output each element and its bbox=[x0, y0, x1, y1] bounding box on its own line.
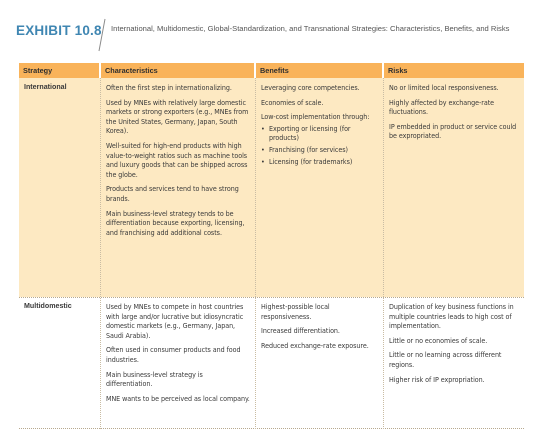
column-header-label: Risks bbox=[388, 66, 408, 75]
risk-item: Duplication of key business functions in multiple countries leads to high cost of implementation. bbox=[389, 302, 514, 331]
strategy-name: Multidomestic bbox=[24, 302, 72, 310]
benefit-item: Increased differentiation. bbox=[261, 326, 340, 336]
column-divider bbox=[100, 78, 101, 429]
characteristic-item: Well-suited for high-end products with high value-to-weight ratios such as machine tools and luxury goods that can be shipped across the globe. bbox=[106, 140, 248, 179]
benefit-item: Reduced exchange-rate exposure. bbox=[261, 340, 369, 350]
characteristic-item: Often the first step in internationalizing. bbox=[106, 83, 232, 92]
column-header-risks bbox=[384, 63, 524, 78]
benefit-bullet-item: • Licensing (for trademarks) bbox=[261, 157, 378, 167]
column-header-benefits bbox=[256, 63, 382, 78]
risk-item: IP embedded in product or service could be expropriated. bbox=[389, 121, 517, 141]
characteristic-item: Used by MNEs with relatively large domestic markets or strong exporters (e.g., MNEs from the United States, Germany, Japan, South Korea). bbox=[106, 97, 249, 136]
row-divider bbox=[19, 428, 524, 429]
column-header-label: Benefits bbox=[260, 66, 289, 75]
benefit-item: Economies of scale. bbox=[261, 97, 324, 107]
characteristic-item: Often used in consumer products and food industries. bbox=[106, 345, 241, 364]
characteristic-item: Main business-level strategy is differentiation. bbox=[106, 369, 203, 389]
benefit-bullet-item: • Franchising (for services) bbox=[261, 145, 378, 155]
characteristics-cell bbox=[101, 297, 254, 429]
risk-item: Higher risk of IP expropriation. bbox=[389, 374, 485, 384]
table-row-international bbox=[19, 78, 524, 297]
table-row-multidomestic bbox=[19, 297, 524, 429]
column-divider bbox=[383, 78, 384, 429]
characteristic-item: Used by MNEs to compete in host countries with large and/or lucrative but idiosyncratic domestic markets (e.g., Germany, Japan, Saudi Arabia). bbox=[106, 302, 244, 340]
benefit-bullet-item: • Exporting or licensing (for products) bbox=[261, 124, 378, 143]
risks-cell bbox=[384, 297, 524, 429]
benefit-item: Leveraging core competencies. bbox=[261, 83, 360, 92]
strategy-table bbox=[19, 63, 524, 429]
characteristic-item: MNE wants to be perceived as local company. bbox=[106, 393, 250, 403]
row-divider bbox=[19, 297, 524, 298]
risk-item: Little or no economies of scale. bbox=[389, 335, 488, 345]
benefits-cell bbox=[256, 78, 382, 297]
risk-item: No or limited local responsiveness. bbox=[389, 83, 499, 92]
characteristics-cell bbox=[101, 78, 254, 297]
divider-slash bbox=[101, 18, 103, 50]
benefit-item: Highest-possible local responsiveness. bbox=[261, 302, 330, 321]
column-header-characteristics bbox=[101, 63, 254, 78]
table-header-row bbox=[19, 63, 524, 78]
exhibit-title: International, Multidomestic, Global-Standardization, and Transnational Strategies: Characteristics, Benefits, and Risks bbox=[111, 24, 510, 33]
risk-item: Highly affected by exchange-rate fluctuations. bbox=[389, 97, 495, 117]
strategy-name: International bbox=[24, 83, 67, 91]
column-divider bbox=[255, 78, 256, 429]
characteristic-item: Products and services tend to have strong brands. bbox=[106, 184, 239, 203]
column-header-strategy bbox=[19, 63, 99, 78]
benefits-cell bbox=[256, 297, 382, 429]
characteristic-item: Main business-level strategy tends to be differentiation because exporting, licensing, and franchising add additional costs. bbox=[106, 208, 245, 237]
benefit-item: Low-cost implementation through: bbox=[261, 112, 370, 122]
column-header-label: Characteristics bbox=[105, 66, 158, 75]
risk-item: Little or no learning across different regions. bbox=[389, 350, 502, 369]
column-header-label: Strategy bbox=[23, 66, 53, 75]
exhibit-header bbox=[10, 18, 525, 52]
risks-cell bbox=[384, 78, 524, 297]
exhibit-label: EXHIBIT 10.8 bbox=[16, 23, 102, 38]
